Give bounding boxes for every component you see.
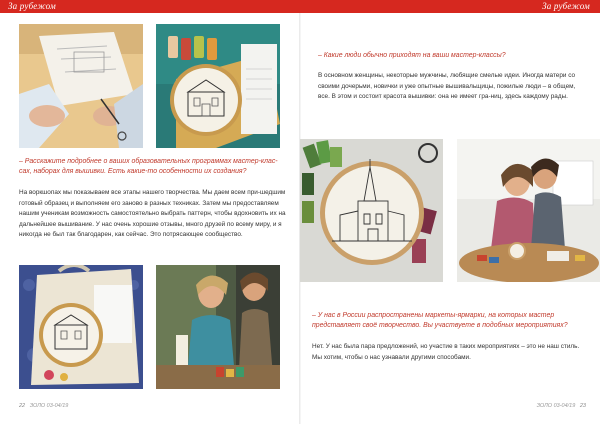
answer-markets-fairs: Нет. У нас была пара предложений, но участие в таких мероприятиях – это не наш стиль. Мы хотим, чтобы о нас узнавали другими способами.: [312, 343, 580, 361]
header-band-left: [0, 0, 300, 13]
photo-sketching-hands: [19, 24, 143, 148]
issue-label-right: ЗОЛО 03-04/19: [536, 403, 576, 409]
section-tag-left: За рубежом: [8, 1, 56, 11]
footer-right: [537, 403, 586, 409]
question-markets-fairs: – У нас в России распространены маркеты-ярмарки, на которых мастер представляет своё творчество. Вы участвуете в подобных мероприятиях?: [312, 312, 568, 329]
answer-who-attends: В основном женщины, некоторые мужчины, любящие смелые идеи. Иногда матери со своими дочерьми, новички и уже опытные вышивальщицы, пожилые люди – в общем, все. В этом и состоит красота вышивки: она не имеет гра-ниц, здесь каждому рады.: [318, 72, 576, 100]
header-band-right: [300, 0, 600, 13]
page-number-right: 23: [579, 403, 586, 409]
question-education-programs: – Расскажите подробнее о ваших образовательных программах мастер-клас-сах, наборах для вышивки. Есть какие-то особенности их создания?: [19, 158, 278, 175]
photo-workshop-people: [156, 265, 280, 389]
photo-couple-embroidering: [457, 139, 600, 282]
answer-education-programs: На воркшопах мы показываем все этапы нашего творчества. Мы даем всем при-шедшим готовый образец и выполняем его заново в разных техниках. Затем мы предоставляем нашим ученикам возможность самостоятельно выбрать паттерн, чтобы вдохновить их на дальнейшее вышивание. У нас очень хорошие отзывы, много друзей по всему миру, и я никогда не был так благодарен, как сейчас. Это потрясающее сообщество.: [19, 189, 286, 238]
section-tag-right: За рубежом: [542, 1, 590, 11]
photo-embroidery-hoop-house: [156, 24, 280, 148]
photo-embroidery-hoop-church: [300, 139, 443, 282]
footer-left: [19, 403, 68, 409]
question-who-attends: – Какие люди обычно приходят на ваши мастер-классы?: [318, 52, 506, 59]
photo-embroidery-tote-bag: [19, 265, 143, 389]
issue-label-left: ЗОЛО 03-04/19: [29, 403, 69, 409]
page-number-left: 22: [19, 403, 26, 409]
